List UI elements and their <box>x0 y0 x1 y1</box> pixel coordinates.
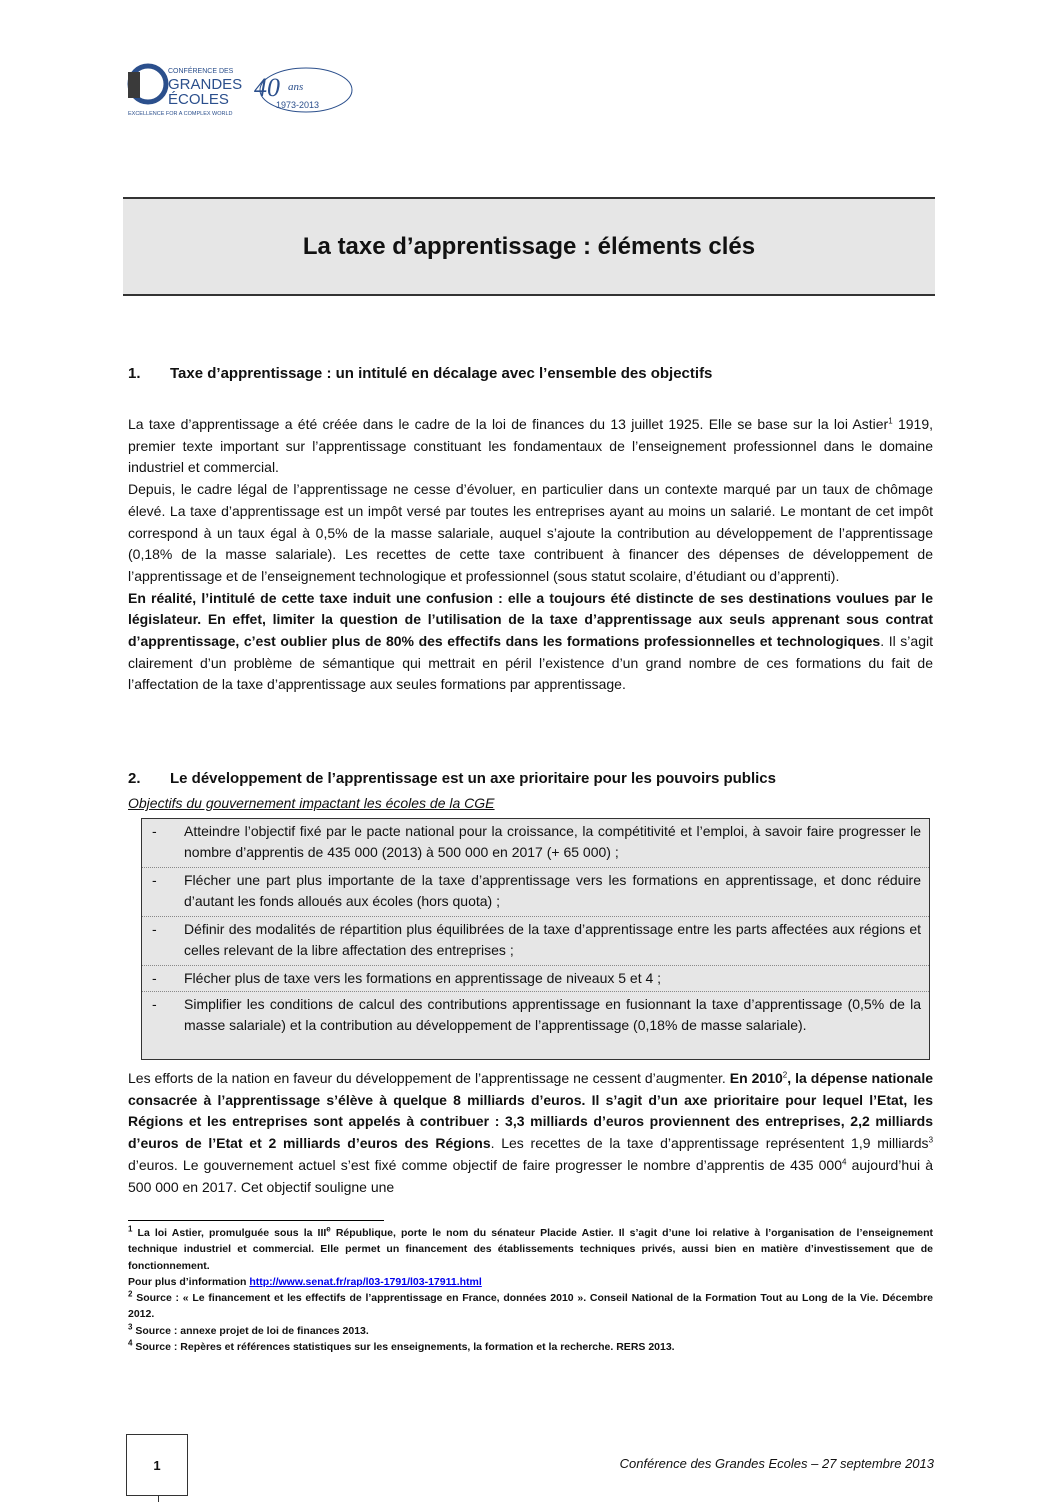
footnote-3 <box>128 1323 933 1339</box>
footnote-ref-2[interactable]: 2 <box>782 1070 788 1080</box>
section1-paragraph1 <box>128 414 933 479</box>
bullet-dash: - <box>152 970 157 986</box>
section1-paragraph2: Depuis, le cadre légal de l’apprentissage ne cesse d’évoluer, en particulier dans un contexte marqué par un taux de chômage élevé. La taxe d’apprentissage est un impôt versé par toutes les entreprises ayant au moins un salarié. Le montant de cet impôt correspond à un taux égal à 0,5% de la masse salariale, auquel s’ajoute la contribution au développement de l’apprentissage (0,18% de la masse salariale). Les recettes de cette taxe contribuent à financer des dépenses de développement de l’apprentissage et de l’enseignement technologique et professionnel (sous statut scolaire, d’étudiant ou d’apprenti). <box>128 481 933 584</box>
footnote-2 <box>128 1290 933 1323</box>
bullet-dash: - <box>152 921 157 937</box>
section2-body <box>128 1068 933 1198</box>
objective-divider <box>142 991 929 992</box>
bullet-dash: - <box>152 823 157 839</box>
objectives-box <box>141 818 930 1060</box>
objective-text: Atteindre l’objectif fixé par le pacte national pour la croissance, la compétitivité et l’emploi, à savoir faire progresser le nombre d’apprentis de 435 000 (2013) à 500 000 en 2017 (+ 65 000) ; <box>184 823 921 860</box>
senat-link[interactable]: http://www.senat.fr/rap/l03-1791/l03-17911.html <box>249 1275 482 1288</box>
section2-p-bold-a: En 2010 <box>729 1070 783 1086</box>
objective-divider <box>142 867 929 868</box>
objective-text: Flécher une part plus importante de la taxe d’apprentissage vers les formations en apprentissage, et donc réduire d’autant les fonds alloués aux écoles (hors quota) ; <box>184 872 921 909</box>
section2-paragraph <box>128 1068 933 1198</box>
objectives-subheading: Objectifs du gouvernement impactant les écoles de la CGE <box>128 795 495 811</box>
page-number-box <box>126 1434 188 1496</box>
section2-p-text-f: aujourd’hui à 500 000 en 2017. Cet objectif souligne une <box>128 1156 934 1195</box>
logo-line3: ÉCOLES <box>168 91 229 108</box>
section2-p-text-a: Les efforts de la nation en faveur du développement de l’apprentissage ne cessent d’augmenter. <box>128 1070 730 1086</box>
objective-divider <box>142 965 929 966</box>
logo-anniversary-years: 1973-2013 <box>276 100 320 110</box>
footnotes <box>128 1225 933 1355</box>
objective-text: Simplifier les conditions de calcul des contributions apprentissage en fusionnant la taxe d’apprentissage (0,5% de la masse salariale) et la contribution au développement de l’apprentissage (0,18% de masse salariale). <box>184 996 921 1033</box>
section2-title: Le développement de l’apprentissage est un axe prioritaire pour les pouvoirs publics <box>170 770 776 787</box>
footnote-1-sup: e <box>326 1224 331 1234</box>
footnote-ref-3[interactable]: 3 <box>928 1135 934 1145</box>
cge-logo <box>126 62 356 122</box>
footnote-4-text: Source : Repères et références statistiques sur les enseignements, la formation et la recherche. RERS 2013. <box>132 1341 675 1354</box>
section1-title: Taxe d’apprentissage : un intitulé en décalage avec l’ensemble des objectifs <box>170 365 713 382</box>
footnote-1-text: La loi Astier, promulguée sous la III <box>132 1227 327 1239</box>
section1-body <box>128 414 933 696</box>
footnote-4 <box>128 1339 933 1355</box>
footnote-4-number: 4 <box>128 1338 133 1348</box>
footnote-2-number: 2 <box>128 1289 133 1299</box>
title-banner <box>123 197 935 296</box>
logo-line1: CONFÉRENCE DES <box>168 68 234 75</box>
bullet-dash: - <box>152 996 157 1012</box>
objective-divider <box>142 916 929 917</box>
logo-anniversary-number: 40 <box>254 73 280 102</box>
footnote-3-number: 3 <box>128 1322 133 1332</box>
section2-heading <box>128 770 776 787</box>
logo-line2: GRANDES <box>168 76 243 93</box>
section1-p3-bold: En réalité, l’intitulé de cette taxe induit une confusion : elle a toujours été distincte de ses destinations voulues par le législateur. En effet, limiter la question de l’utilisation de la taxe d’apprentissage aux seuls apprenant sous contrat d’apprentissage, c’est oublier plus de 80% des effectifs dans les formations professionnelles et technologiques <box>128 589 933 650</box>
section1-paragraph3 <box>128 588 933 697</box>
footnote-2-text: Source : « Le financement et les effectifs de l’apprentissage en France, données 2010 ». Conseil National de la Formation Tout au Long de la Vie. Décembre 2012. <box>128 1292 933 1321</box>
objective-text: Flécher plus de taxe vers les formations en apprentissage de niveaux 5 et 4 ; <box>184 970 662 986</box>
footnote-3-text: Source : annexe projet de loi de finances 2013. <box>132 1324 369 1337</box>
footnote-ref-1[interactable]: 1 <box>888 416 893 426</box>
section2-number: 2. <box>128 770 141 787</box>
section1-heading <box>128 365 712 382</box>
objective-text: Définir des modalités de répartition plus équilibrées de la taxe d’apprentissage entre les parts affectées aux régions et celles relevant de la libre affectation des entreprises ; <box>184 921 921 958</box>
section1-p1-text-cont: 1919, premier texte important sur l’apprentissage constituant les fondamentaux de l’enseignement professionnel dans le domaine industriel et commercial. <box>128 416 933 476</box>
bullet-dash: - <box>152 872 157 888</box>
footnote-ref-4[interactable]: 4 <box>842 1157 847 1167</box>
footnote-1-more <box>128 1274 933 1290</box>
section1-number: 1. <box>128 365 141 382</box>
section2-p-text-d: . Les recettes de la taxe d’apprentissage représentent 1,9 milliards <box>490 1135 929 1152</box>
footnote-1 <box>128 1225 933 1274</box>
section2-p-bold-b: , la dépense nationale consacrée à l’apprentissage s’élève à quelque 8 milliards d’euros. Il s’agit d’un axe prioritaire pour lequel l’Etat, les Régions et les entreprises sont appelés à contribuer : 3,3 milliards d’euros proviennent des entreprises, 2,2 milliards d’euros de l’Etat et 2 milliards d’euros des Régions <box>128 1070 933 1152</box>
footnote-1-more-label: Pour plus d’information <box>128 1275 250 1288</box>
logo-tagline: EXCELLENCE FOR A COMPLEX WORLD <box>128 111 233 117</box>
section1-p3-text: . Il s’agit clairement d’un problème de sémantique qui mettrait en péril l’existence d’un grand nombre de ces formations du fait de l’affectation de la taxe d’apprentissage aux seules formations par apprentissage. <box>128 633 933 693</box>
footnote-separator <box>128 1220 384 1221</box>
section1-p1-text: La taxe d’apprentissage a été créée dans le cadre de la loi de finances du 13 juillet 1925. Elle se base sur la loi Astier <box>128 416 889 432</box>
logo-anniversary-unit: ans <box>288 81 304 93</box>
page-number: 1 <box>153 1457 161 1473</box>
footnote-1-text-cont: République, porte le nom du sénateur Placide Astier. Il s’agit d’une loi relative à l’organisation de l’enseignement technique industriel et commercial. Elle permet un financement des établissements techniques privés, aussi bien en matière d’investissement que de fonctionnement. <box>128 1227 933 1272</box>
logo-emblem-block <box>128 72 140 98</box>
footer-text: Conférence des Grandes Ecoles – 27 septembre 2013 <box>619 1456 934 1471</box>
section2-p-text-e: d’euros. Le gouvernement actuel s’est fixé comme objectif de faire progresser le nombre d’apprentis de 435 000 <box>128 1156 843 1173</box>
page-title: La taxe d’apprentissage : éléments clés <box>302 232 756 260</box>
footnote-1-number: 1 <box>128 1224 133 1234</box>
